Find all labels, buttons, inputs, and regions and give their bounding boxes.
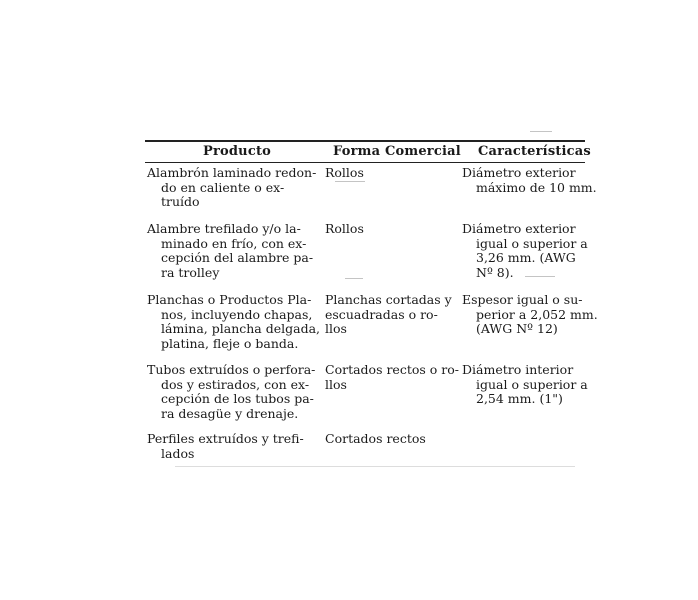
header-rule bbox=[145, 162, 585, 163]
row-5-producto bbox=[147, 432, 315, 461]
scan-speck bbox=[175, 466, 575, 467]
text-line: 2,54 mm. (1") bbox=[476, 391, 563, 406]
header-forma-comercial: Forma Comercial bbox=[333, 144, 461, 159]
text-line: llos bbox=[325, 321, 347, 336]
text-line: truído bbox=[161, 194, 200, 209]
text-line: Cortados rectos bbox=[325, 431, 426, 446]
row-4-caracteristicas bbox=[462, 362, 588, 407]
text-line: Diámetro interior bbox=[462, 362, 574, 377]
text-line: Diámetro exterior bbox=[462, 221, 576, 236]
row-1-caracteristicas bbox=[462, 165, 597, 195]
row-3-forma bbox=[325, 293, 455, 337]
header-caracteristicas: Características bbox=[478, 144, 591, 159]
text-line: Nº 8). bbox=[476, 264, 514, 280]
text-line: cepción de los tubos pa- bbox=[161, 391, 314, 406]
text-line: lados bbox=[161, 445, 195, 461]
text-line: Rollos bbox=[325, 165, 364, 180]
row-4-producto bbox=[147, 363, 315, 421]
text-line: escuadradas o ro- bbox=[325, 306, 438, 322]
text-line: Planchas cortadas y bbox=[325, 292, 452, 307]
text-line: llos bbox=[325, 376, 347, 392]
text-line: lámina, plancha delgada, bbox=[161, 321, 321, 336]
text-line: Perfiles extruídos y trefi- bbox=[147, 431, 304, 446]
scan-speck bbox=[335, 181, 365, 182]
text-line: do en caliente o ex- bbox=[161, 179, 285, 195]
document-table bbox=[145, 128, 598, 473]
text-line: Cortados rectos o ro- bbox=[325, 362, 459, 377]
text-line: minado en frío, con ex- bbox=[161, 235, 307, 251]
row-4-forma bbox=[325, 362, 459, 392]
text-line: igual o superior a bbox=[476, 376, 588, 392]
text-line: Alambrón laminado redon- bbox=[147, 165, 317, 180]
row-1-forma bbox=[325, 166, 455, 181]
row-5-forma bbox=[325, 432, 455, 447]
text-line: Rollos bbox=[325, 221, 364, 236]
top-rule bbox=[145, 140, 585, 142]
text-line: Tubos extruídos o perfora- bbox=[147, 362, 316, 377]
scan-speck bbox=[345, 278, 363, 279]
text-line: perior a 2,052 mm. bbox=[476, 306, 598, 322]
scan-speck bbox=[530, 131, 552, 132]
text-line: Diámetro exterior bbox=[462, 165, 576, 180]
row-1-producto bbox=[147, 166, 315, 210]
text-line: ra desagüe y drenaje. bbox=[161, 405, 299, 421]
text-line: dos y estirados, con ex- bbox=[161, 376, 310, 392]
header-producto: Producto bbox=[203, 144, 272, 159]
row-2-forma bbox=[325, 222, 455, 237]
text-line: Alambre trefilado y/o la- bbox=[147, 221, 301, 236]
text-line: (AWG Nº 12) bbox=[476, 321, 558, 336]
scan-speck bbox=[525, 276, 555, 277]
text-line: 3,26 mm. (AWG bbox=[476, 250, 576, 265]
row-3-producto bbox=[147, 292, 321, 351]
text-line: platina, fleje o banda. bbox=[161, 335, 299, 351]
text-line: Planchas o Productos Pla- bbox=[147, 292, 312, 307]
row-3-caracteristicas bbox=[462, 292, 598, 337]
text-line: igual o superior a bbox=[476, 235, 588, 251]
text-line: Espesor igual o su- bbox=[462, 292, 583, 307]
row-2-producto bbox=[147, 222, 315, 280]
text-line: cepción del alambre pa- bbox=[161, 250, 314, 265]
text-line: máximo de 10 mm. bbox=[476, 179, 597, 195]
text-line: ra trolley bbox=[161, 264, 220, 280]
row-2-caracteristicas bbox=[462, 221, 588, 280]
text-line: nos, incluyendo chapas, bbox=[161, 306, 313, 322]
